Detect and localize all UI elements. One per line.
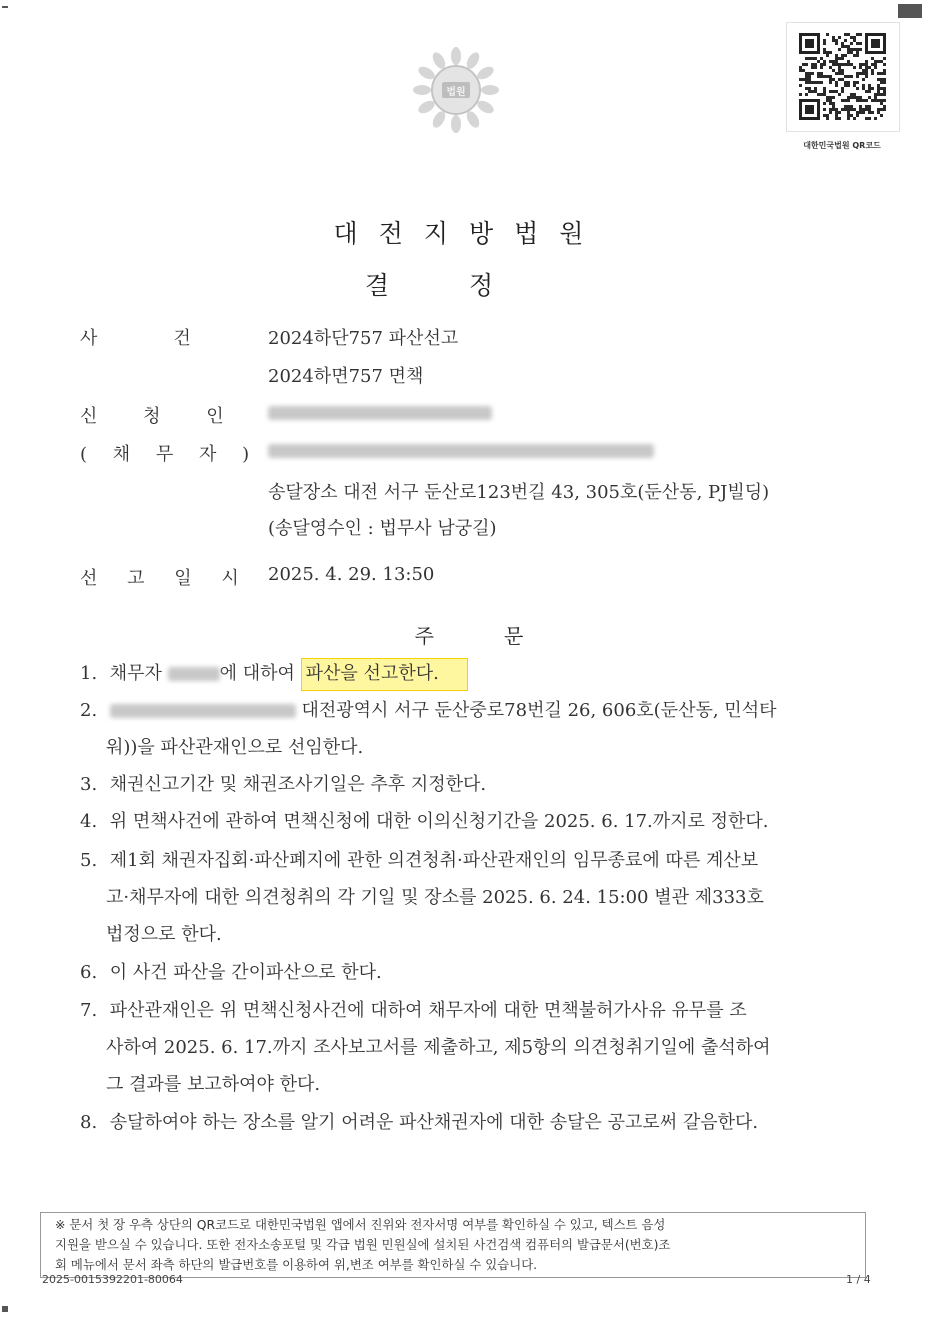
order-text: 에 대하여 [219,663,295,684]
order-text: 워))을 파산관재인으로 선임한다. [106,737,364,758]
delivery-place: 송달장소 대전 서구 둔산로123번길 43, 305호(둔산동, PJ빌딩) [268,482,770,503]
case-line-2: 2024하면757 면책 [268,366,424,387]
order-item-7 [80,992,840,1103]
order-item-3 [80,766,840,803]
highlighted-text: 파산을 선고한다. [301,658,468,691]
document-type: 결정 [364,271,574,300]
issue-number: 2025-0015392201-80064 [42,1273,183,1286]
order-number: 6. [80,962,98,983]
applicant-name-redacted [268,402,492,423]
verification-notice [40,1212,866,1278]
order-item-6 [80,954,840,991]
order-item-5 [80,842,840,953]
debtor-name-redacted [168,667,220,681]
order-number: 4. [80,811,98,832]
order-text: 채권신고기간 및 채권조사기일은 추후 지정한다. [109,774,487,795]
order-text: 대전광역시 서구 둔산중로78번길 26, 606호(둔산동, 민석타 [301,700,777,721]
order-text: 사하여 2025. 6. 17.까지 조사보고서를 제출하고, 제5항의 의견청취기일에 출석하여 [106,1037,771,1058]
court-name: 대전지방법원 [333,219,605,248]
court-emblem-icon [412,46,500,134]
order-text: 파산관재인은 위 면책신청사건에 대하여 채무자에 대한 면책불허가사유 유무를 조 [109,1000,747,1021]
order-text: 송달하여야 하는 장소를 알기 어려운 파산채권자에 대한 송달은 공고로써 갈음한다. [109,1112,759,1133]
order-item-1 [80,655,840,692]
order-number: 5. [80,850,98,871]
qr-caption: 대한민국법원 QR코드 [803,141,881,150]
case-label: 사건 [80,328,267,349]
page-indicator: 1 / 4 [846,1273,871,1286]
order-text: 채무자 [109,663,162,684]
order-number: 3. [80,774,98,795]
order-text: 이 사건 파산을 간이파산으로 한다. [109,962,382,983]
order-number: 7. [80,1000,98,1021]
order-text: 법정으로 한다. [106,924,222,945]
order-heading: 주문 [414,624,594,648]
emblem-text: 법원 [446,87,466,98]
order-item-8 [80,1104,840,1141]
order-text: 고·채무자에 대한 의견청취의 각 기일 및 장소를 2025. 6. 24. 15:00 별관 제333호 [106,887,764,908]
order-text: 위 면책사건에 관하여 면책신청에 대한 이의신청기간을 2025. 6. 17.까지로 정한다. [109,811,769,832]
scan-mark-bottom-left [2,1306,8,1312]
case-line-1: 2024하단757 파산선고 [268,328,459,349]
order-number: 2. [80,700,98,721]
scan-mark-top-right [898,4,922,18]
trustee-name-redacted [110,704,296,718]
scan-mark-top-left [2,6,8,8]
delivery-agent: (송달영수인 : 법무사 남궁길) [268,518,497,539]
date-label: 선 고 일 시 [80,568,251,589]
order-item-2 [80,692,840,766]
notice-line: ※ 문서 첫 장 우측 상단의 QR코드로 대한민국법원 앱에서 진위와 전자서명 여부를 확인하실 수 있고, 텍스트 음성 [55,1217,666,1232]
qr-code-icon [786,22,900,132]
order-item-4 [80,803,840,840]
notice-line: 회 메뉴에서 문서 좌측 하단의 발급번호를 이용하여 위,변조 여부를 확인하실 수 있습니다. [55,1257,538,1272]
notice-line: 지원을 받으실 수 있습니다. 또한 전자소송포털 및 각급 법원 민원실에 설치된 사건검색 컴퓨터의 발급문서(번호)조 [55,1237,671,1252]
date-value: 2025. 4. 29. 13:50 [268,564,435,585]
debtor-address-redacted [268,440,654,461]
order-text: 그 결과를 보고하여야 한다. [106,1074,321,1095]
order-number: 1. [80,663,98,684]
debtor-label: ( 채 무 자 ) [80,444,260,465]
order-number: 8. [80,1112,98,1133]
applicant-label: 신 청 인 [80,406,244,427]
order-text: 제1회 채권자집회·파산폐지에 관한 의견청취·파산관재인의 임무종료에 따른 계산보 [109,850,759,871]
